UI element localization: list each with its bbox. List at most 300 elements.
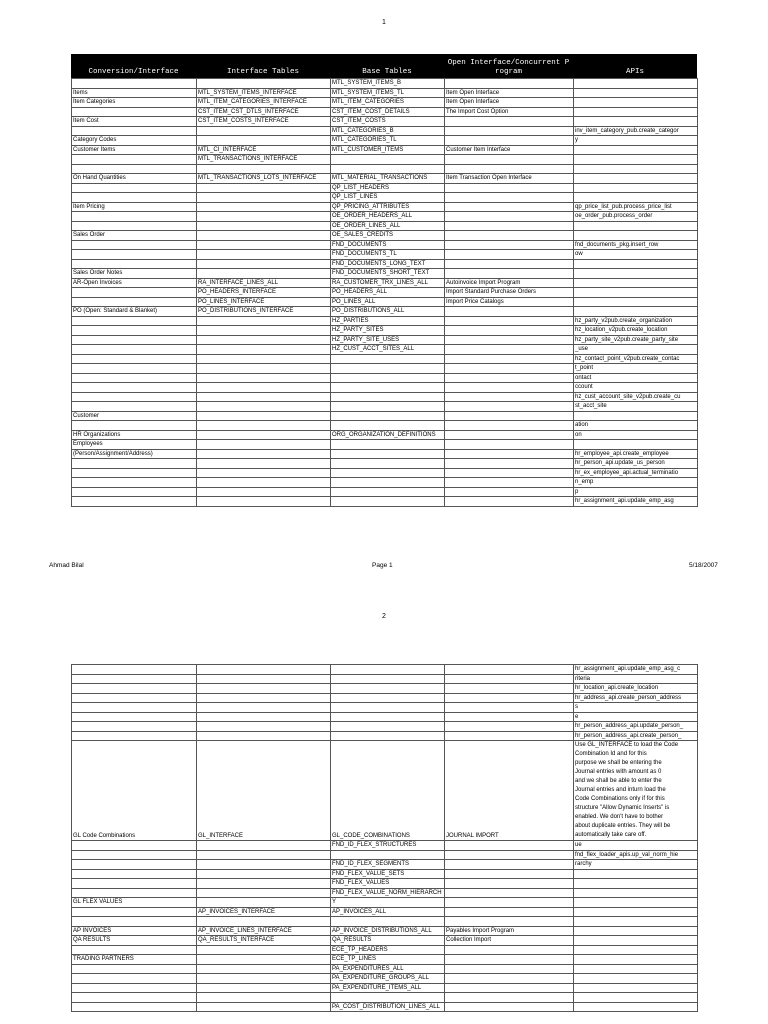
table-row <box>72 316 698 326</box>
table-cell <box>197 674 331 684</box>
table-cell <box>574 155 698 165</box>
table-cell <box>331 155 445 165</box>
table-cell <box>445 674 574 684</box>
table-cell <box>197 850 331 860</box>
table-cell: CST_ITEM_CST_DTLS_INTERFACE <box>197 107 331 117</box>
table-cell <box>445 155 574 165</box>
table-cell <box>445 326 574 336</box>
table-cell: MTL_CUSTOMER_ITEMS <box>331 145 445 155</box>
table-cell <box>197 917 331 927</box>
table-cell: Sales Order Notes <box>72 269 197 279</box>
table-cell: ECE_TP_LINES <box>331 955 445 965</box>
table-row <box>72 722 698 732</box>
gl-code-combinations-note <box>574 741 698 841</box>
table-cell: HR Organizations <box>72 430 197 440</box>
table-cell <box>574 945 698 955</box>
header-conversion-interface: Conversion/Interface <box>88 68 179 76</box>
table-cell: GL_CODE_COMBINATIONS <box>331 741 445 841</box>
table-row <box>72 383 698 393</box>
table-cell <box>72 983 197 993</box>
table-cell <box>197 487 331 497</box>
table-cell: GL_INTERFACE <box>197 741 331 841</box>
table-cell <box>574 983 698 993</box>
table-cell <box>445 440 574 450</box>
table-cell <box>72 383 197 393</box>
table-cell <box>197 136 331 146</box>
table-cell <box>72 421 197 431</box>
table-cell <box>445 250 574 260</box>
table-cell <box>197 402 331 412</box>
table-cell: hr_location_api.create_location <box>574 684 698 694</box>
table-cell: hr_assignment_api.update_emp_asg <box>574 497 698 507</box>
table-cell <box>445 402 574 412</box>
table-cell: (Person/Assignment/Address) <box>72 449 197 459</box>
table-cell: MTL_CATEGORIES_B <box>331 126 445 136</box>
header-base-tables: Base Tables <box>362 68 412 76</box>
table-cell <box>72 250 197 260</box>
table-row <box>72 278 698 288</box>
table-row <box>72 693 698 703</box>
note-line: automatically take care off. <box>575 832 647 838</box>
table-cell <box>445 307 574 317</box>
table-row <box>72 440 698 450</box>
table-cell <box>445 269 574 279</box>
table-cell <box>445 79 574 89</box>
table-row <box>72 88 698 98</box>
table-cell <box>331 440 445 450</box>
table-cell <box>72 879 197 889</box>
table-cell: PA_EXPENDITURES_ALL <box>331 964 445 974</box>
table-cell: FND_ID_FLEX_STRUCTURES <box>331 841 445 851</box>
table-cell <box>574 993 698 1003</box>
table-row <box>72 869 698 879</box>
table-cell <box>331 354 445 364</box>
table-row <box>72 712 698 722</box>
table-cell: Item Open Interface <box>445 88 574 98</box>
table-cell <box>574 307 698 317</box>
note-line: Code Combinations only if for this <box>575 796 665 802</box>
table-cell <box>197 974 331 984</box>
table-cell: On Hand Quantities <box>72 174 197 184</box>
table-cell <box>197 449 331 459</box>
table-cell: Sales Order <box>72 231 197 241</box>
table-cell <box>72 945 197 955</box>
table-cell <box>574 936 698 946</box>
table-cell <box>197 231 331 241</box>
table-cell <box>72 1002 197 1012</box>
table-cell <box>574 221 698 231</box>
table-row <box>72 917 698 927</box>
table-cell <box>197 898 331 908</box>
table-header-wrap <box>71 54 697 78</box>
table-cell <box>445 478 574 488</box>
table-row <box>72 259 698 269</box>
table-row <box>72 1002 698 1012</box>
table-row <box>72 117 698 127</box>
table-cell <box>445 888 574 898</box>
table-cell: Category Codes <box>72 136 197 146</box>
table-cell <box>574 278 698 288</box>
table-cell <box>445 421 574 431</box>
table-cell: MTL_MATERIAL_TRANSACTIONS <box>331 174 445 184</box>
table-cell: QA_RESULTS <box>331 936 445 946</box>
table-cell <box>197 79 331 89</box>
table-cell <box>445 411 574 421</box>
table-row <box>72 421 698 431</box>
table-row <box>72 983 698 993</box>
table-cell <box>331 373 445 383</box>
table-cell: PA_COST_DISTRIBUTION_LINES_ALL <box>331 1002 445 1012</box>
table-cell: ation <box>574 421 698 431</box>
table-cell: MTL_SYSTEM_ITEMS_TL <box>331 88 445 98</box>
table-cell <box>445 907 574 917</box>
table-cell <box>331 392 445 402</box>
table-cell: hz_contact_point_v2pub.create_contac <box>574 354 698 364</box>
table-cell: GL FLEX VALUES <box>72 898 197 908</box>
table-cell: inv_item_category_pub.create_categor <box>574 126 698 136</box>
table-cell <box>574 907 698 917</box>
table-cell <box>197 945 331 955</box>
table-cell <box>72 392 197 402</box>
table-cell: ccount <box>574 383 698 393</box>
table-cell <box>72 468 197 478</box>
table-cell: hr_ex_employee_api.actual_terminatio <box>574 468 698 478</box>
table-cell <box>72 402 197 412</box>
table-cell: PO_DISTRIBUTIONS_ALL <box>331 307 445 317</box>
table-row <box>72 860 698 870</box>
table-cell: e <box>574 712 698 722</box>
table-cell <box>72 335 197 345</box>
table-cell: QP_LIST_HEADERS <box>331 183 445 193</box>
table-cell: CST_ITEM_COST_DETAILS <box>331 107 445 117</box>
table-cell <box>445 917 574 927</box>
table-cell: MTL_TRANSACTIONS_INTERFACE <box>197 155 331 165</box>
table-cell <box>445 665 574 675</box>
note-line: about duplicate entries. They will be <box>575 823 671 829</box>
table-cell: Collection Import <box>445 936 574 946</box>
table-cell <box>72 240 197 250</box>
table-cell: HZ_PARTY_SITES <box>331 326 445 336</box>
table-cell <box>445 684 574 694</box>
table-cell <box>445 117 574 127</box>
table-cell: OE_SALES_CREDITS <box>331 231 445 241</box>
table-cell: ECE_TP_HEADERS <box>331 945 445 955</box>
table-cell <box>574 259 698 269</box>
table-cell: TRADING PARTNERS <box>72 955 197 965</box>
table-row <box>72 193 698 203</box>
note-line: and we shall be able to enter the <box>575 778 662 784</box>
table-cell: RA_CUSTOMER_TRX_LINES_ALL <box>331 278 445 288</box>
table-cell <box>197 703 331 713</box>
table-cell <box>72 316 197 326</box>
table-cell <box>197 316 331 326</box>
table-cell: Import Standard Purchase Orders <box>445 288 574 298</box>
table-row <box>72 136 698 146</box>
table-row <box>72 98 698 108</box>
note-line: Journal entries and inturn load the <box>575 787 666 793</box>
table-cell: MTL_TRANSACTIONS_LOTS_INTERFACE <box>197 174 331 184</box>
table-cell <box>72 731 197 741</box>
table-cell <box>72 722 197 732</box>
table-row <box>72 993 698 1003</box>
table-cell <box>445 869 574 879</box>
table-cell: on <box>574 430 698 440</box>
table-cell <box>72 497 197 507</box>
table-cell: y <box>574 136 698 146</box>
table-cell: AP_INVOICES_INTERFACE <box>197 907 331 917</box>
table-cell <box>197 860 331 870</box>
table-cell <box>574 898 698 908</box>
table-cell <box>445 183 574 193</box>
table-cell: MTL_ITEM_CATEGORIES <box>331 98 445 108</box>
header-open-interface-program: Open Interface/Concurrent Program <box>447 59 570 76</box>
table-cell <box>72 917 197 927</box>
table-row <box>72 497 698 507</box>
table-row <box>72 364 698 374</box>
table-cell: hr_person_address_api.update_person_ <box>574 722 698 732</box>
table-row <box>72 468 698 478</box>
table-cell <box>445 345 574 355</box>
table-cell <box>197 202 331 212</box>
table-cell <box>445 383 574 393</box>
table-cell <box>331 993 445 1003</box>
table-cell: hz_party_v2pub.create_organization <box>574 316 698 326</box>
table-row <box>72 459 698 469</box>
table-cell <box>72 459 197 469</box>
table-cell <box>445 693 574 703</box>
table-cell <box>331 693 445 703</box>
table-cell <box>331 164 445 174</box>
table-cell <box>331 364 445 374</box>
table-cell <box>197 421 331 431</box>
table-cell: HZ_CUST_ACCT_SITES_ALL <box>331 345 445 355</box>
table-cell <box>331 383 445 393</box>
table-cell: CST_ITEM_COSTS_INTERFACE <box>197 117 331 127</box>
table-cell: t_point <box>574 364 698 374</box>
table-row <box>72 936 698 946</box>
table-cell <box>574 974 698 984</box>
table-cell <box>445 221 574 231</box>
table-row <box>72 674 698 684</box>
table-cell: FND_FLEX_VALUE_NORM_HIERARCH <box>331 888 445 898</box>
table-cell <box>197 269 331 279</box>
table-cell <box>72 888 197 898</box>
table-row <box>72 850 698 860</box>
table-cell <box>331 449 445 459</box>
table-cell <box>445 126 574 136</box>
table-cell <box>445 860 574 870</box>
table-cell <box>331 674 445 684</box>
table-row <box>72 487 698 497</box>
table-cell: AP_INVOICE_LINES_INTERFACE <box>197 926 331 936</box>
table-cell <box>197 478 331 488</box>
table-cell <box>72 126 197 136</box>
table-cell <box>197 240 331 250</box>
table-cell: MTL_CI_INTERFACE <box>197 145 331 155</box>
table-cell: MTL_CATEGORIES_TL <box>331 136 445 146</box>
table-cell: HZ_PARTY_SITE_USES <box>331 335 445 345</box>
table-cell: s <box>574 703 698 713</box>
table-row <box>72 240 698 250</box>
table-cell: hr_address_api.create_person_address <box>574 693 698 703</box>
table-cell <box>197 373 331 383</box>
table-cell <box>574 164 698 174</box>
table-cell: FND_FLEX_VALUES <box>331 879 445 889</box>
page-number-1: 1 <box>382 19 386 26</box>
table-cell <box>445 955 574 965</box>
table-cell: Item Open Interface <box>445 98 574 108</box>
table-cell <box>197 383 331 393</box>
table-row <box>72 955 698 965</box>
table-cell <box>445 993 574 1003</box>
table-cell: fnd_documents_pkg.insert_row <box>574 240 698 250</box>
table-cell: PO_HEADERS_ALL <box>331 288 445 298</box>
table-cell <box>445 449 574 459</box>
table-cell <box>445 497 574 507</box>
table-cell <box>574 174 698 184</box>
table-cell: Customer <box>72 411 197 421</box>
table-cell <box>574 917 698 927</box>
table-row <box>72 212 698 222</box>
table-cell <box>72 212 197 222</box>
table-cell <box>197 731 331 741</box>
table-cell <box>197 684 331 694</box>
note-line: enabled. We don't have to bother <box>575 814 664 820</box>
table-row <box>72 731 698 741</box>
table-cell <box>197 250 331 260</box>
table-row <box>72 288 698 298</box>
table-cell <box>445 712 574 722</box>
table-cell <box>445 487 574 497</box>
table-cell <box>197 693 331 703</box>
table-cell: Autoinvoice Import Program <box>445 278 574 288</box>
table-cell <box>197 221 331 231</box>
table-row <box>72 888 698 898</box>
table-cell <box>331 722 445 732</box>
table-row <box>72 183 698 193</box>
table-row <box>72 297 698 307</box>
table-cell <box>197 983 331 993</box>
table-cell: hz_party_site_v2pub.create_party_site <box>574 335 698 345</box>
table-cell <box>197 459 331 469</box>
table-cell <box>445 459 574 469</box>
table-cell: Import Price Catalogs <box>445 297 574 307</box>
table-row <box>72 145 698 155</box>
table-cell <box>197 841 331 851</box>
table-cell: st_acct_site <box>574 402 698 412</box>
table-cell <box>445 373 574 383</box>
table-cell <box>197 722 331 732</box>
table-cell <box>574 183 698 193</box>
table-cell: Y <box>331 898 445 908</box>
table-row <box>72 307 698 317</box>
table-cell <box>72 155 197 165</box>
table-cell: PA_EXPENDITURE_GROUPS_ALL <box>331 974 445 984</box>
table-cell: AR-Open Invoices <box>72 278 197 288</box>
table-cell: _use <box>574 345 698 355</box>
table-cell <box>574 231 698 241</box>
table-cell <box>72 326 197 336</box>
table-cell <box>197 955 331 965</box>
table-row <box>72 335 698 345</box>
table-cell: Item Categories <box>72 98 197 108</box>
table-cell: hr_person_address_api.create_person_ <box>574 731 698 741</box>
table-cell <box>197 345 331 355</box>
note-line: structure "Allow Dynamic Inserts" is <box>575 805 670 811</box>
table-cell: hr_person_api.update_us_person <box>574 459 698 469</box>
table-row <box>72 221 698 231</box>
table-cell <box>445 212 574 222</box>
table-row <box>72 126 698 136</box>
table-cell <box>574 297 698 307</box>
table-cell <box>197 468 331 478</box>
table-cell <box>72 107 197 117</box>
table-row <box>72 898 698 908</box>
table-row <box>72 411 698 421</box>
table-row <box>72 449 698 459</box>
table-cell: OE_ORDER_HEADERS_ALL <box>331 212 445 222</box>
table-cell: Payables Import Program <box>445 926 574 936</box>
table-cell <box>331 497 445 507</box>
gl-code-combinations-row <box>72 741 698 841</box>
table-cell <box>197 879 331 889</box>
table-cell: ontact <box>574 373 698 383</box>
table-cell <box>574 1002 698 1012</box>
table-header <box>71 54 697 78</box>
table-row <box>72 907 698 917</box>
table-cell: The Import Cost Option <box>445 107 574 117</box>
table-cell <box>72 487 197 497</box>
table-cell <box>574 193 698 203</box>
table-cell <box>331 468 445 478</box>
table-cell <box>197 964 331 974</box>
table-cell <box>331 703 445 713</box>
page-number-2: 2 <box>382 613 386 620</box>
table-cell <box>574 879 698 889</box>
footer-page-label: Page 1 <box>372 562 393 569</box>
header-interface-tables: Interface Tables <box>226 68 299 76</box>
table-row <box>72 250 698 260</box>
table-row <box>72 430 698 440</box>
table-cell: ORG_ORGANIZATION_DEFINITIONS <box>331 430 445 440</box>
table-cell <box>331 421 445 431</box>
table-cell <box>574 145 698 155</box>
table-cell: Item Cost <box>72 117 197 127</box>
table-cell <box>445 898 574 908</box>
table-row <box>72 269 698 279</box>
table-cell <box>72 373 197 383</box>
table-cell: Customer Item Interface <box>445 145 574 155</box>
table-cell: hr_assignment_api.update_emp_asg_c <box>574 665 698 675</box>
table-cell: Item Transaction Open Interface <box>445 174 574 184</box>
table-cell <box>445 136 574 146</box>
table-cell <box>445 316 574 326</box>
table-cell <box>72 345 197 355</box>
table-cell <box>331 684 445 694</box>
table-cell <box>445 945 574 955</box>
table-row <box>72 879 698 889</box>
table-cell <box>331 665 445 675</box>
note-line: Combination Id and for this <box>575 751 647 757</box>
table-cell <box>72 974 197 984</box>
table-cell: FND_DOCUMENTS <box>331 240 445 250</box>
table-cell <box>445 1002 574 1012</box>
table-cell: CST_ITEM_COSTS <box>331 117 445 127</box>
table-cell <box>72 907 197 917</box>
table-cell <box>331 411 445 421</box>
table-cell <box>72 221 197 231</box>
table-cell <box>445 983 574 993</box>
